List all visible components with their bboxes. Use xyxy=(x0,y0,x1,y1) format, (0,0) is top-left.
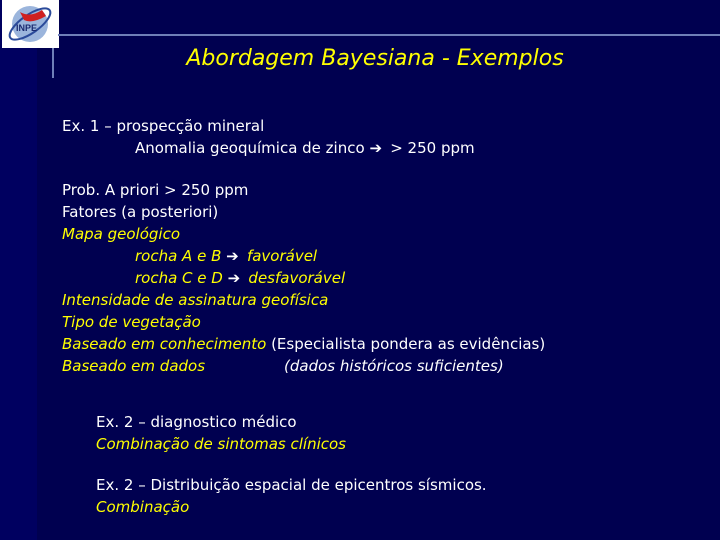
geophysical-signature: Intensidade de assinatura geofísica xyxy=(62,291,329,309)
prior-prob: Prob. A priori > 250 ppm xyxy=(62,181,249,199)
data-based: Baseado em dados (dados históricos suficientes) xyxy=(62,357,504,375)
slide-title: Abordagem Bayesiana - Exemplos xyxy=(186,46,564,71)
vegetation-type: Tipo de vegetação xyxy=(62,313,201,331)
header-vertical-rule xyxy=(52,48,54,78)
inpe-logo-icon xyxy=(2,0,59,48)
posterior-factors: Fatores (a posteriori) xyxy=(62,203,219,221)
ex2-medical: Ex. 2 – diagnostico médico xyxy=(96,413,297,431)
rock-ab: rocha A e B ➔ favorável xyxy=(135,247,318,265)
inpe-logo xyxy=(2,0,59,48)
arrow-right-icon: ➔ xyxy=(226,247,239,265)
ex2-seismic-sub: Combinação xyxy=(96,498,190,516)
ex2-seismic: Ex. 2 – Distribuição espacial de epicentros sísmicos. xyxy=(96,476,487,494)
rock-cd: rocha C e D ➔ desfavorável xyxy=(135,269,346,287)
arrow-right-icon: ➔ xyxy=(369,139,383,157)
header-horizontal-rule xyxy=(58,34,720,36)
svg-text:INPE: INPE xyxy=(16,23,38,33)
knowledge-based: Baseado em conhecimento (Especialista pondera as evidências) xyxy=(62,335,546,353)
ex2-medical-sub: Combinação de sintomas clínicos xyxy=(96,435,346,453)
ex1-anomaly: Anomalia geoquímica de zinco ➔ > 250 ppm xyxy=(135,139,475,157)
arrow-right-icon: ➔ xyxy=(227,269,241,287)
left-sidebar-band xyxy=(0,0,37,540)
ex1-heading: Ex. 1 – prospecção mineral xyxy=(62,117,265,135)
geologic-map: Mapa geológico xyxy=(62,225,181,243)
